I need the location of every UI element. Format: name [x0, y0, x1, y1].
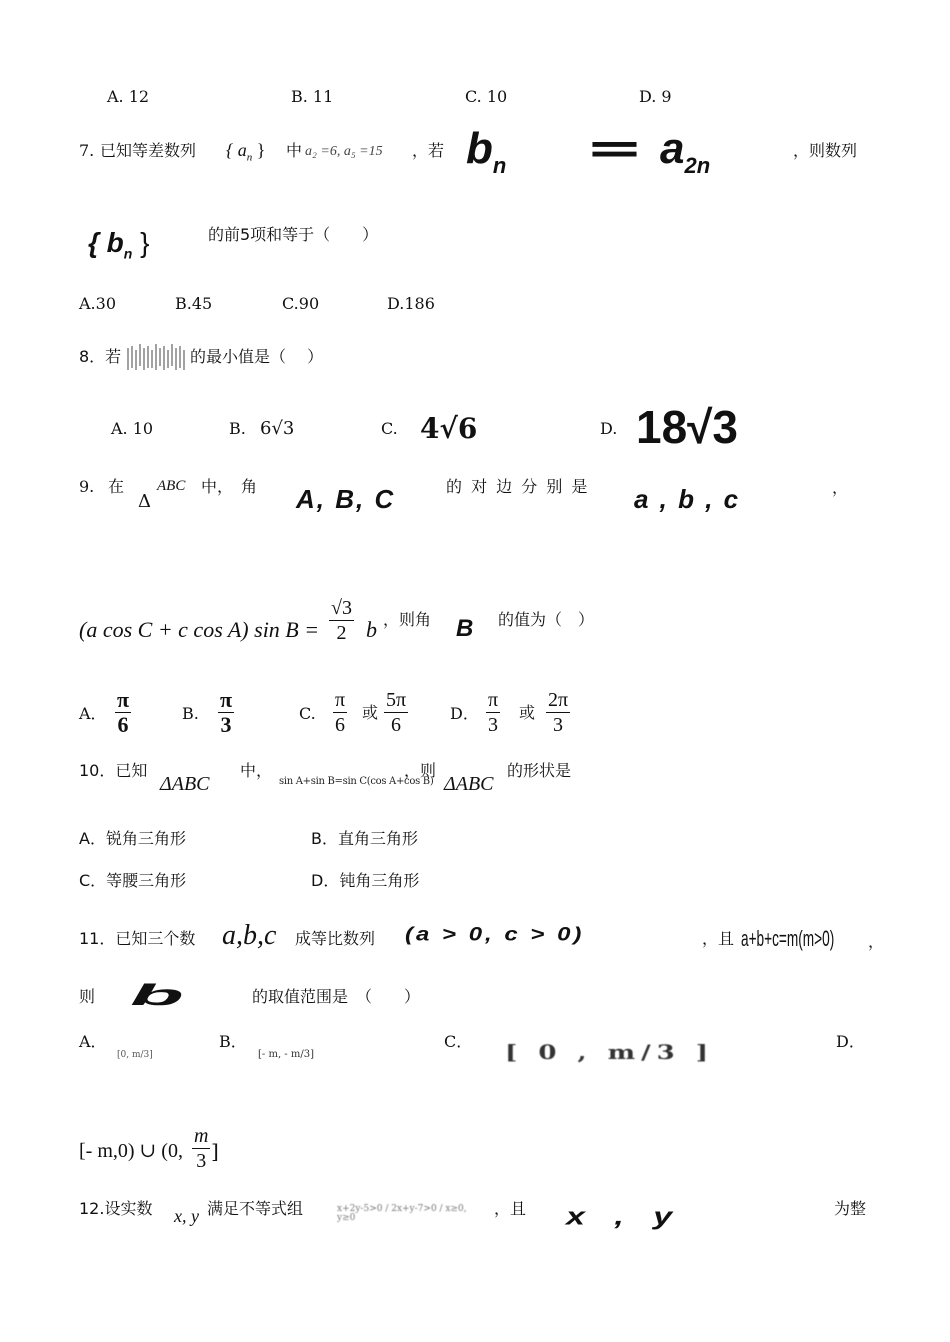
q9-option-c1-frac — [333, 688, 347, 737]
q8-option-c-label: C. — [381, 419, 398, 438]
q9-option-d1-num: π — [488, 689, 499, 711]
q10-triangle: ΔABC — [160, 773, 210, 795]
q10-triangle-2: ΔABC — [444, 773, 494, 795]
q8-number: 8．若 — [79, 347, 122, 366]
q9-formula-b: b — [366, 617, 377, 642]
q11-option-d-num: m — [194, 1125, 209, 1147]
q10-number: 10．已知 — [79, 761, 148, 780]
q9-option-d1-frac — [486, 688, 500, 737]
q9-option-c2-frac — [384, 688, 408, 737]
q9-comma: ， — [832, 478, 849, 497]
q11-text-1: 成等比数列 — [295, 929, 376, 948]
q10-text-3: 的形状是 — [507, 761, 572, 780]
q9-text-3: 的 对 边 分 别 是 — [446, 477, 590, 496]
q12-system: x+2y-5>0 / 2x+y-7>0 / x≥0, y≥0 — [337, 1204, 467, 1223]
q7-option-d: D.186 — [387, 294, 435, 313]
q9-option-c2-den: 6 — [391, 714, 402, 736]
q11-option-a-math: [0, m/3] — [117, 1050, 153, 1060]
q7-number: 7. — [79, 141, 95, 160]
q7-text-1: 已知等差数列 — [100, 141, 197, 160]
q9-triangle-symbol: Δ — [138, 491, 151, 512]
q11-then: 则 — [79, 987, 96, 1006]
q10-text-1: 中， — [240, 761, 273, 780]
q7-text-5: 的前5项和等于（ ） — [208, 225, 379, 244]
q10-option-d: D．钝角三角形 — [311, 871, 420, 890]
q6-option-d: D. 9 — [639, 87, 672, 106]
q7-seq-b: { $b_n$ } — [88, 227, 150, 262]
q9-option-d1-den: 3 — [488, 714, 499, 736]
q11-option-b-math: [- m, - m/3] — [258, 1049, 314, 1060]
q9-option-d-label: D． — [450, 704, 479, 723]
q8-garbled-formula — [126, 340, 186, 374]
q9-option-d2-frac — [546, 688, 570, 737]
q11-option-d-label: D． — [836, 1032, 865, 1051]
q7-seq-a: { $a_n$ } — [226, 140, 266, 164]
q11-text-3: 的取值范围是 （ ） — [252, 987, 421, 1006]
q9-option-c1-num: π — [335, 689, 346, 711]
q9-option-a-den: 6 — [117, 712, 129, 737]
q7-option-b: B.45 — [175, 294, 213, 313]
q9-option-c2-num: 5π — [386, 689, 407, 711]
q9-angles: A, B, C — [296, 484, 396, 514]
q9-formula-fraction — [329, 596, 354, 645]
q12-xy: x, y — [174, 1206, 199, 1226]
q11-abc: a,b,c — [222, 920, 277, 951]
q8-option-d-math: 18√3 — [636, 401, 738, 453]
q9-option-b-den: 3 — [220, 712, 232, 737]
q7-option-c: C.90 — [282, 294, 320, 313]
q11-option-d-right: ] — [211, 1139, 219, 1163]
q9-number: 9. — [79, 477, 95, 496]
q8-option-a: A. 10 — [111, 419, 154, 438]
q9-option-d-or: 或 — [519, 703, 536, 722]
q11-option-d-den: 3 — [196, 1150, 207, 1172]
q7-a-2n: $a_{2n}$ — [660, 124, 711, 178]
q10-option-b: B．直角三角形 — [311, 829, 418, 848]
q7-b-n: $b_n$ — [466, 124, 507, 178]
q9-option-b-frac — [218, 688, 234, 737]
q10-text-2: ，则 — [404, 761, 437, 780]
q11-condition-2: a+b+c=m(m>0) — [741, 926, 835, 951]
q12-text-3: 为整 — [834, 1199, 867, 1218]
q7-text-4: ，则数列 — [793, 141, 858, 160]
q9-text-2: 中， 角 — [201, 477, 258, 496]
q7-equals: = — [585, 123, 644, 174]
q11-option-d-left: [- m,0) ∪ (0, — [79, 1140, 183, 1162]
q9-sides: a , b , c — [634, 484, 741, 514]
q9-option-c1-den: 6 — [335, 714, 346, 736]
q11-comma: ， — [868, 932, 885, 951]
q11-option-b-label: B． — [219, 1032, 247, 1051]
q9-option-d2-num: 2π — [548, 689, 569, 711]
q9-text-1: 在 — [108, 477, 125, 496]
q9-formula-num: √3 — [331, 597, 352, 619]
q9-option-d2-den: 3 — [553, 714, 564, 736]
q11-option-c-label: C． — [444, 1032, 473, 1051]
q9-angle-b: B — [456, 615, 474, 642]
q11-option-a-label: A． — [79, 1032, 107, 1051]
q8-option-b-label: B. — [229, 419, 246, 438]
q12-text-2: ，且 — [494, 1199, 527, 1218]
q9-abc: ABC — [157, 478, 186, 494]
q12-text-1: 满足不等式组 — [207, 1199, 304, 1218]
q6-option-a: A. 12 — [107, 87, 150, 106]
q9-option-b-num: π — [220, 687, 233, 712]
q11-option-c-math: [ 0 , m/3 ] — [505, 1041, 715, 1065]
q9-formula-left: (a cos C + c cos A) sin B = — [79, 617, 320, 642]
q7-condition: a₂ =6, a₅ =15 — [305, 144, 383, 159]
q8-text: 的最小值是（ ） — [190, 347, 324, 366]
q6-option-c: C. 10 — [465, 87, 508, 106]
q7-text-2: 中 — [286, 141, 303, 160]
q10-formula: sin A+sin B=sin C(cos A+cos B) — [279, 776, 434, 787]
q8-option-d-label: D. — [600, 419, 618, 438]
q9-text-4: ，则角 — [383, 610, 432, 629]
q9-formula-den: 2 — [336, 622, 347, 644]
q11-text-2: ，且 — [702, 929, 735, 948]
q9-option-a-frac — [115, 688, 131, 737]
q9-option-a-label: A． — [79, 704, 107, 723]
q8-option-c-math: 4√6 — [420, 412, 478, 445]
q12-number: 12.设实数 — [79, 1199, 153, 1218]
q9-option-a-num: π — [117, 687, 130, 712]
q7-text-3: ，若 — [412, 141, 445, 160]
q9-option-c-or: 或 — [362, 703, 379, 722]
q9-option-b-label: B. — [182, 704, 199, 723]
q11-number: 11．已知三个数 — [79, 929, 196, 948]
q7-option-a: A.30 — [79, 294, 116, 313]
q10-option-a: A．锐角三角形 — [79, 829, 186, 848]
q11-b: b — [130, 978, 184, 1012]
q10-option-c: C．等腰三角形 — [79, 871, 187, 890]
q9-text-5: 的值为（ ） — [498, 610, 595, 629]
q9-option-c-label: C. — [299, 704, 316, 723]
q8-formula-glyphs — [126, 340, 186, 374]
q8-option-b-math: 6√3 — [260, 418, 295, 439]
q11-option-d-frac — [192, 1124, 210, 1173]
q11-condition: (a > 0, c > 0) — [405, 923, 585, 946]
q12-xy-big: x , y — [566, 1203, 683, 1231]
q6-option-b: B. 11 — [291, 87, 334, 106]
